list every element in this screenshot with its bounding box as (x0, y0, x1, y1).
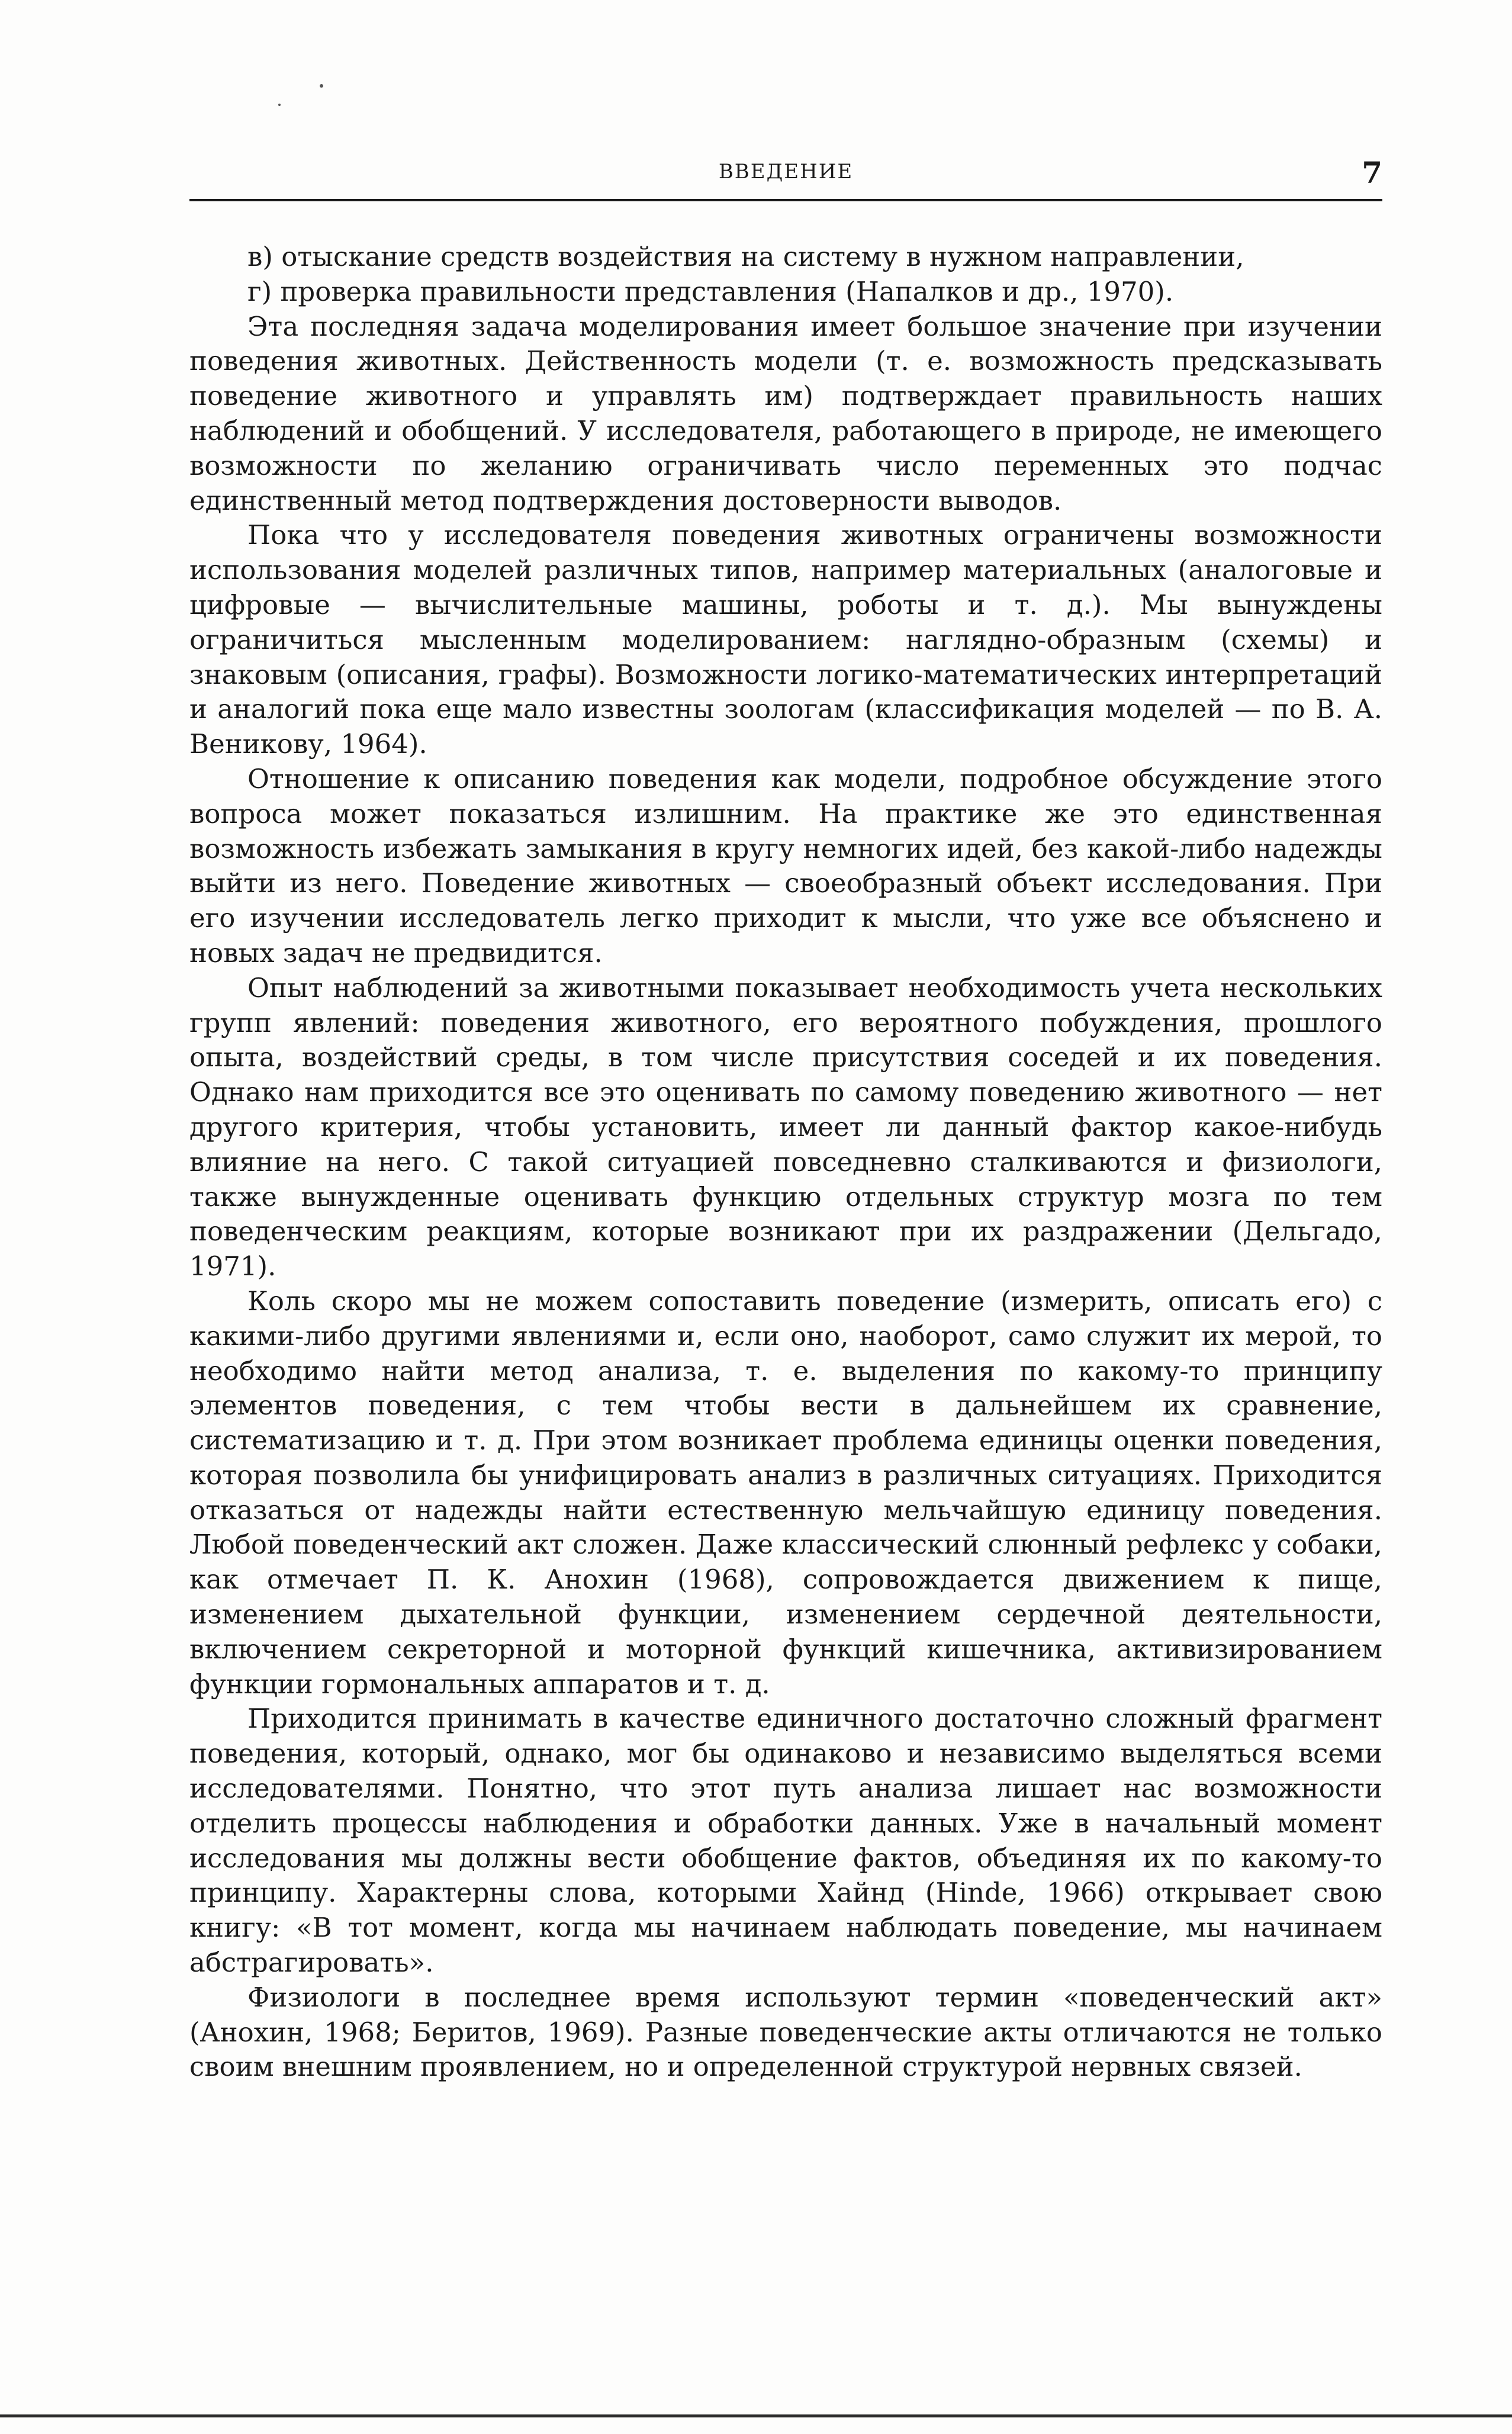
paragraph: Физиологи в последнее время используют термин «поведенческий акт» (Анохин, 1968; Беритов, 1969). Разные поведенческие акты отличаются не только своим внешним проявлением, но и определенной структурой нервных связей. (189, 1981, 1382, 2083)
paragraph: Пока что у исследователя поведения животных ограничены возможности использования моделей различных типов, например материальных (аналоговые и цифровые — вычислительные машины, роботы и т. д.). Мы вынуждены ограничиться мысленным моделированием: наглядно-образным (схемы) и знаковым (описания, графы). Возможности логико-математических интерпретаций и аналогий пока еще мало известны зоологам (классификация моделей — по В. А. Веникову, 1964). (189, 519, 1382, 760)
list-item-v: в) отыскание средств воздействия на систему в нужном направлении, (247, 241, 1244, 272)
scan-edge-line (0, 2414, 1512, 2417)
paper-speck (278, 104, 281, 106)
running-title: ВВЕДЕНИЕ (718, 160, 854, 184)
paper-speck (320, 84, 323, 88)
paragraph: Отношение к описанию поведения как модели, подробное обсуждение этого вопроса может показаться излишним. На практике же это единственная возможность избежать замыкания в кругу немногих идей, без какой-либо надежды выйти из него. Поведение животных — своеобразный объект исследования. При его изучении исследователь легко приходит к мысли, что уже все объяснено и новых задач не предвидится. (189, 763, 1382, 969)
paragraph: Коль скоро мы не можем сопоставить поведение (измерить, описать его) с какими-либо другими явлениями и, если оно, наоборот, само служит их мерой, то необходимо найти метод анализа, т. е. выделения по какому-то принципу элементов поведения, с тем чтобы вести в дальнейшем их сравнение, систематизацию и т. д. При этом возникает проблема единицы оценки поведения, которая позволила бы унифицировать анализ в различных ситуациях. Приходится отказаться от надежды найти естественную мельчайшую единицу поведения. Любой поведенческий акт сложен. Даже классический слюнный рефлекс у собаки, как отмечает П. К. Анохин (1968), сопровождается движением к пище, изменением дыхательной функции, изменением сердечной деятельности, включением секреторной и моторной функций кишечника, активизированием функции гормональных аппаратов и т. д. (189, 1285, 1382, 1700)
page-number: 7 (1362, 155, 1382, 190)
body-text (189, 240, 1382, 2085)
header-rule (189, 199, 1382, 201)
list-item-g: г) проверка правильности представления (Напалков и др., 1970). (247, 275, 1174, 307)
paragraph: Опыт наблюдений за животными показывает необходимость учета нескольких групп явлений: поведения животного, его вероятного побуждения, прошлого опыта, воздействий среды, в том числе присутствия соседей и их поведения. Однако нам приходится все это оценивать по самому поведению животного — нет другого критерия, чтобы установить, имеет ли данный фактор какое-нибудь влияние на него. С такой ситуацией повседневно сталкиваются и физиологи, также вынужденные оценивать функцию отдельных структур мозга по тем поведенческим реакциям, которые возникают при их раздражении (Дельгадо, 1971). (189, 972, 1382, 1282)
paragraph: Приходится принимать в качестве единичного достаточно сложный фрагмент поведения, который, однако, мог бы одинаково и независимо выделяться всеми исследователями. Понятно, что этот путь анализа лишает нас возможности отделить процессы наблюдения и обработки данных. Уже в начальный момент исследования мы должны вести обобщение фактов, объединяя их по какому-то принципу. Характерны слова, которыми Хайнд (Hinde, 1966) открывает свою книгу: «В тот момент, когда мы начинаем наблюдать поведение, мы начинаем абстрагировать». (189, 1703, 1382, 1979)
running-header (189, 155, 1382, 198)
paragraph: Эта последняя задача моделирования имеет большое значение при изучении поведения животных. Действенность модели (т. е. возможность предсказывать поведение животного и управлять им) подтверждает правильность наших наблюдений и обобщений. У исследователя, работающего в природе, не имеющего возможности по желанию ограничивать число переменных это подчас единственный метод подтверждения достоверности выводов. (189, 310, 1382, 516)
